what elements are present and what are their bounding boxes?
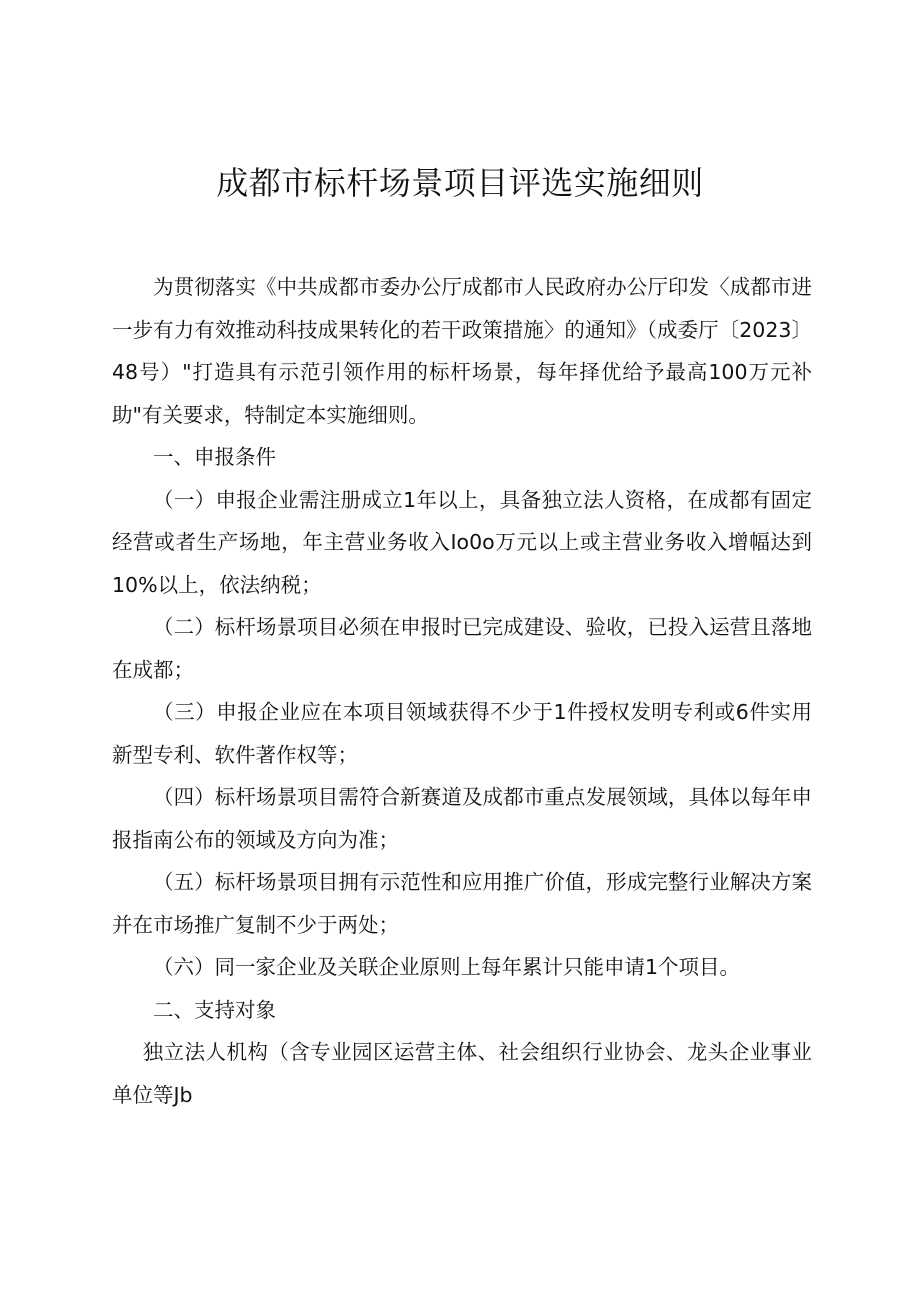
document-title: 成都市标杆场景项目评选实施细则 xyxy=(216,164,704,202)
support-targets-paragraph: 独立法人机构（含专业园区运营主体、社会组织行业协会、龙头企业事业单位等Jb xyxy=(112,1040,812,1107)
condition-item-4: （四）标杆场景项目需符合新赛道及成都市重点发展领域，具体以每年申报指南公布的领域及方向为准； xyxy=(112,785,812,852)
section-heading-support-targets: 二、支持对象 xyxy=(153,997,276,1022)
intro-paragraph: 为贯彻落实《中共成都市委办公厅成都市人民政府办公厅印发〈成都市进一步有力有效推动科技成果转化的若干政策措施〉的通知》（成委厅〔2023〕48号）"打造具有示范引领作用的标杆场景，每年择优给予最高100万元补助"有关要求，特制定本实施细则。 xyxy=(112,275,812,427)
condition-item-6: （六）同一家企业及关联企业原则上每年累计只能申请1个项目。 xyxy=(153,955,741,979)
condition-item-3: （三）申报企业应在本项目领域获得不少于1件授权发明专利或6件实用新型专利、软件著作权等； xyxy=(112,700,812,767)
condition-item-5: （五）标杆场景项目拥有示范性和应用推广价值，形成完整行业解决方案并在市场推广复制不少于两处； xyxy=(112,870,812,937)
document-body xyxy=(112,266,812,1116)
condition-item-2: （二）标杆场景项目必须在申报时已完成建设、验收，已投入运营且落地在成都； xyxy=(112,615,812,682)
condition-item-1: （一）申报企业需注册成立1年以上，具备独立法人资格，在成都有固定经营或者生产场地，年主营业务收入Io0o万元以上或主营业务收入增幅达到10%以上，依法纳税； xyxy=(112,487,812,597)
section-heading-application-conditions: 一、申报条件 xyxy=(153,445,276,469)
